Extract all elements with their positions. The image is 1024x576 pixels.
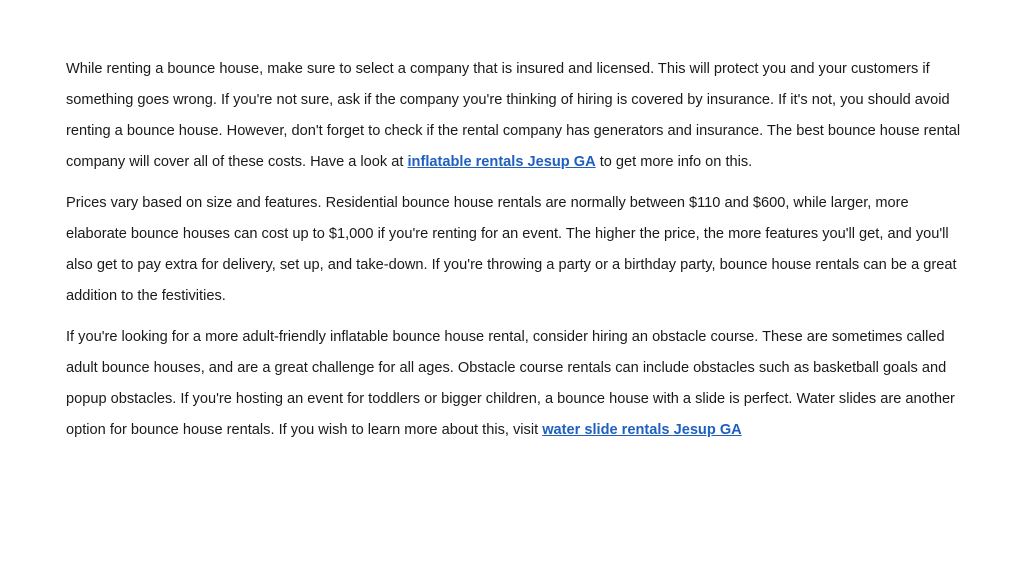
paragraph-obstacle-course: [66, 322, 968, 446]
paragraph-text: If you're looking for a more adult-friendly inflatable bounce house rental, consider hiring an obstacle course. These are sometimes called adult bounce houses, and are a great challenge for all ages. Obstacle course rentals can include obstacles such as basketball goals and popup obstacles. If you're hosting an event for toddlers or bigger children, a bounce house with a slide is perfect. Water slides are another option for bounce house rentals. If you wish to learn more about this, visit: [66, 329, 955, 438]
paragraph-insurance: [66, 54, 968, 178]
paragraph-text: Prices vary based on size and features. Residential bounce house rentals are normally between $110 and $600, while larger, more elaborate bounce houses can cost up to $1,000 if you're renting for an event. The higher the price, the more features you'll get, and you'll also get to pay extra for delivery, set up, and take-down. If you're throwing a party or a birthday party, bounce house rentals can be a great addition to the festivities.: [66, 195, 957, 304]
paragraph-text: to get more info on this.: [595, 154, 753, 170]
paragraph-text: While renting a bounce house, make sure to select a company that is insured and licensed. This will protect you and your customers if something goes wrong. If you're not sure, ask if the company you're thinking of hiring is covered by insurance. If it's not, you should avoid renting a bounce house. However, don't forget to check if the rental company has generators and insurance. The best bounce house rental company will cover all of these costs. Have a look at: [66, 61, 961, 170]
inflatable-rentals-link[interactable]: inflatable rentals Jesup GA: [407, 154, 596, 170]
water-slide-rentals-link[interactable]: water slide rentals Jesup GA: [542, 422, 742, 438]
paragraph-prices: [66, 188, 968, 312]
